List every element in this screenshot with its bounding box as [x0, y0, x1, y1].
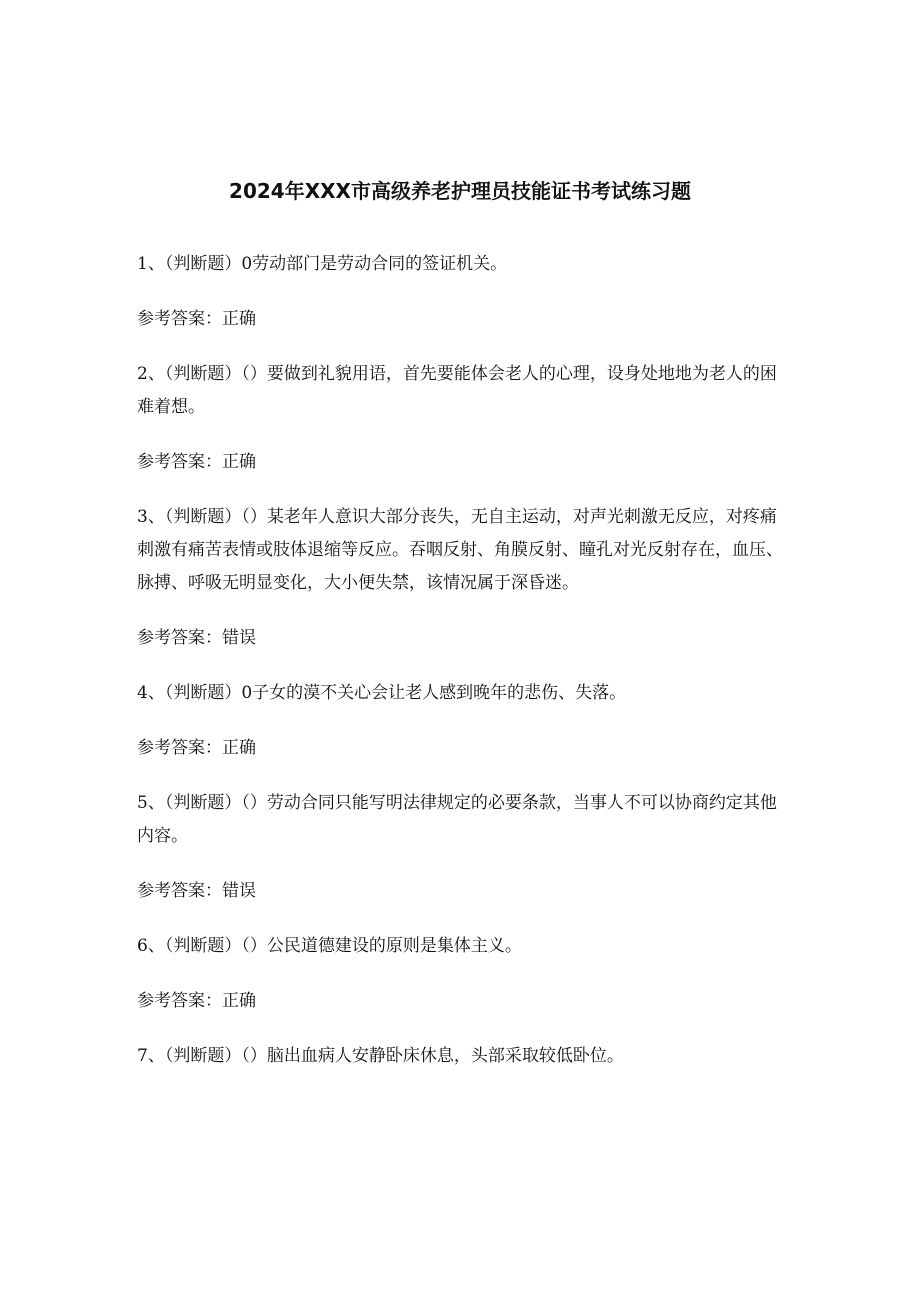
- question-number: 1、: [137, 254, 165, 274]
- question-2: [137, 358, 787, 424]
- answer-value: 正确: [222, 452, 256, 472]
- question-type: （判断题）: [164, 1046, 242, 1066]
- answer-value: 正确: [222, 991, 256, 1011]
- question-6: [137, 930, 787, 963]
- question-number: 4、: [137, 683, 165, 703]
- question-3: [137, 501, 787, 600]
- answer-6: [137, 985, 787, 1018]
- answer-label: 参考答案：: [137, 881, 222, 901]
- question-text: 0子女的漠不关心会让老人感到晚年的悲伤、失落。: [241, 683, 627, 703]
- answer-value: 正确: [222, 309, 256, 329]
- answer-1: [137, 303, 787, 336]
- page-title: 2024年XXX市高级养老护理员技能证书考试练习题: [229, 179, 691, 203]
- answer-label: 参考答案：: [137, 309, 222, 329]
- question-type: （判断题）: [164, 254, 242, 274]
- question-7: [137, 1040, 787, 1073]
- question-type: （判断题）: [164, 507, 242, 527]
- answer-value: 错误: [222, 881, 256, 901]
- question-text: （）脑出血病人安静卧床休息，头部采取较低卧位。: [241, 1046, 624, 1066]
- question-type: （判断题）: [164, 683, 242, 703]
- answer-2: [137, 446, 787, 479]
- question-type: （判断题）: [164, 793, 242, 813]
- answer-label: 参考答案：: [137, 452, 222, 472]
- question-number: 6、: [137, 936, 165, 956]
- answer-value: 错误: [222, 628, 256, 648]
- question-text: （）要做到礼貌用语，首先要能体会老人的心理，设身处地地为老人的困难着想。: [137, 364, 777, 417]
- answer-3: [137, 622, 787, 655]
- question-1: [137, 248, 787, 281]
- question-number: 5、: [137, 793, 165, 813]
- question-type: （判断题）: [164, 364, 242, 384]
- question-text: 0劳动部门是劳动合同的签证机关。: [241, 254, 508, 274]
- answer-label: 参考答案：: [137, 738, 222, 758]
- answer-5: [137, 875, 787, 908]
- question-number: 7、: [137, 1046, 165, 1066]
- answer-label: 参考答案：: [137, 628, 222, 648]
- answer-4: [137, 732, 787, 765]
- question-text: （）劳动合同只能写明法律规定的必要条款，当事人不可以协商约定其他内容。: [137, 793, 777, 846]
- question-4: [137, 677, 787, 710]
- answer-label: 参考答案：: [137, 991, 222, 1011]
- question-list: [137, 248, 787, 1095]
- question-number: 3、: [137, 507, 165, 527]
- question-text: （）公民道德建设的原则是集体主义。: [241, 936, 522, 956]
- question-type: （判断题）: [164, 936, 242, 956]
- question-number: 2、: [137, 364, 165, 384]
- question-5: [137, 787, 787, 853]
- answer-value: 正确: [222, 738, 256, 758]
- question-text: （）某老年人意识大部分丧失，无自主运动，对声光刺激无反应，对疼痛刺激有痛苦表情或肢体退缩等反应。吞咽反射、角膜反射、瞳孔对光反射存在，血压、脉搏、呼吸无明显变化，大小便失禁，该情况属于深昏迷。: [137, 507, 783, 593]
